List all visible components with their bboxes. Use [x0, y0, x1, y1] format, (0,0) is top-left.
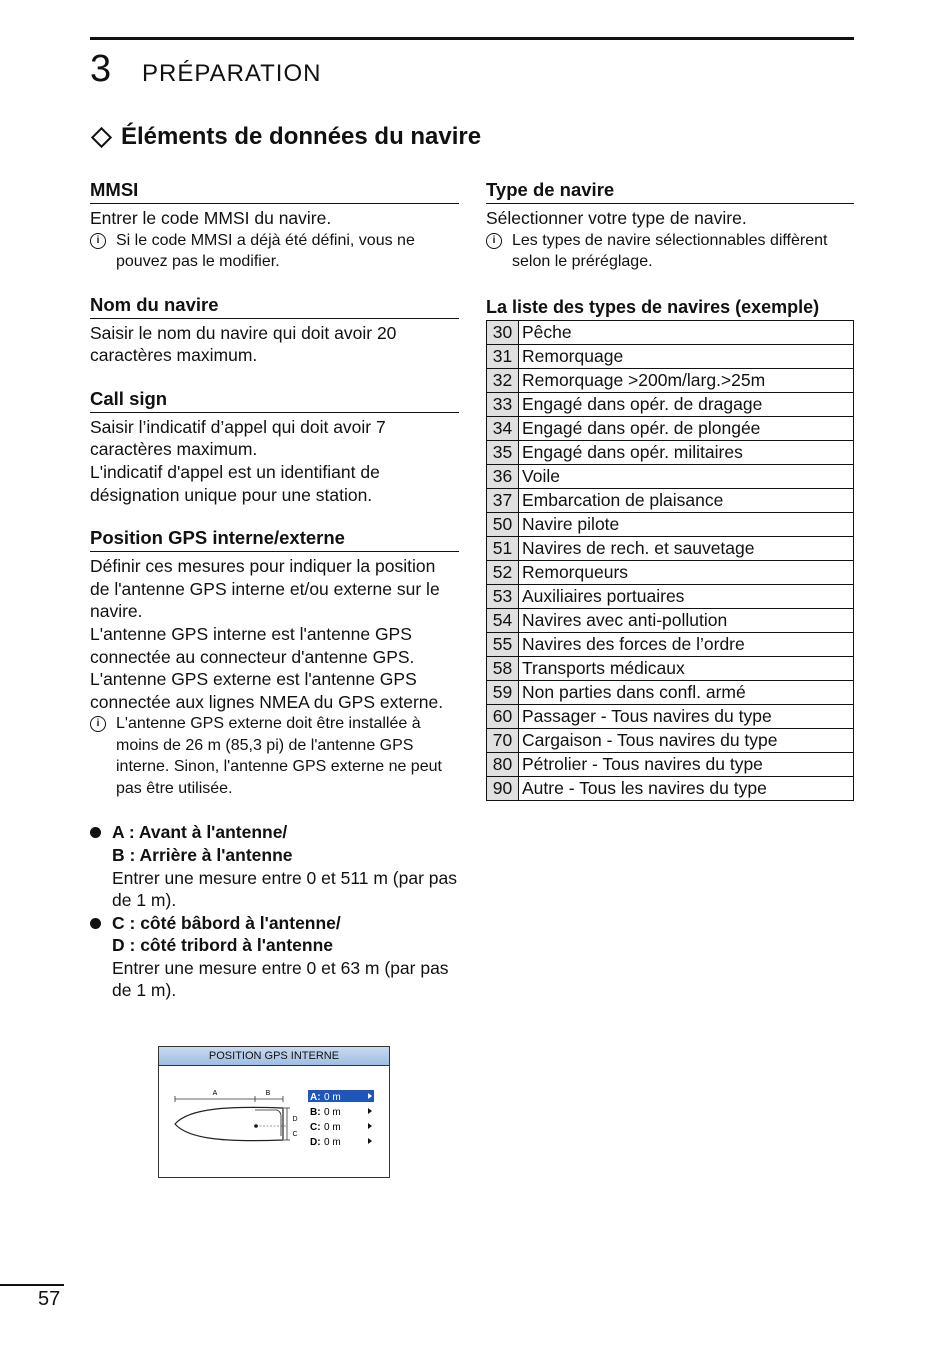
- callsign-heading: Call sign: [90, 387, 459, 413]
- table-row: [487, 608, 854, 632]
- gps-text-3: L'antenne GPS externe est l'antenne GPS connectée aux lignes NMEA du GPS externe.: [90, 669, 444, 712]
- table-row: [487, 392, 854, 416]
- type-label: Engagé dans opér. de plongée: [519, 416, 854, 440]
- table-row: [487, 560, 854, 584]
- type-code: 36: [487, 464, 519, 488]
- type-heading: Type de navire: [486, 178, 854, 204]
- info-icon: i: [90, 716, 106, 732]
- type-code: 51: [487, 536, 519, 560]
- bullet-cd: [90, 912, 459, 1002]
- type-label: Remorquage: [519, 344, 854, 368]
- section-title-text: Éléments de données du navire: [121, 123, 482, 150]
- table-row: [487, 440, 854, 464]
- table-row: [487, 464, 854, 488]
- row-c-key: C:: [310, 1122, 321, 1133]
- mmsi-heading: MMSI: [90, 178, 459, 204]
- type-code: 58: [487, 656, 519, 680]
- table-row: [487, 320, 854, 344]
- table-row: [487, 488, 854, 512]
- bullet-dot-icon: [90, 918, 101, 929]
- type-code: 52: [487, 560, 519, 584]
- diamond-icon: [91, 126, 112, 147]
- bullet-ab-title-1: A : Avant à l'antenne/: [112, 822, 288, 843]
- type-label: Cargaison - Tous navires du type: [519, 728, 854, 752]
- type-code: 35: [487, 440, 519, 464]
- type-label: Pêche: [519, 320, 854, 344]
- info-icon: i: [90, 233, 106, 249]
- type-code: 50: [487, 512, 519, 536]
- arrow-right-icon: [368, 1138, 372, 1144]
- bullet-cd-text: Entrer une mesure entre 0 et 63 m (par pas de 1 m).: [112, 957, 449, 1001]
- table-row: [487, 656, 854, 680]
- table-row: [487, 368, 854, 392]
- row-a-key: A:: [310, 1092, 321, 1103]
- row-d-key: D:: [310, 1137, 321, 1148]
- header-rule: [90, 37, 854, 40]
- boat-hull-shape: [175, 1107, 283, 1140]
- row-d-value: 0 m: [324, 1137, 341, 1148]
- gps-note: [90, 713, 459, 799]
- table-row: [487, 584, 854, 608]
- table-row: [487, 512, 854, 536]
- gps-text-2: L'antenne GPS interne est l'antenne GPS connectée au connecteur d'antenne GPS.: [90, 623, 415, 667]
- nom-text: Saisir le nom du navire qui doit avoir 20 caractères maximum.: [90, 322, 397, 366]
- type-text: Sélectionner votre type de navire.: [486, 208, 747, 228]
- type-code: 54: [487, 608, 519, 632]
- table-row: [487, 632, 854, 656]
- type-code: 34: [487, 416, 519, 440]
- row-c-value: 0 m: [324, 1122, 341, 1133]
- type-code: 30: [487, 320, 519, 344]
- type-label: Transports médicaux: [519, 656, 854, 680]
- type-note-text: Les types de navire sélectionnables diffèrent selon le préréglage.: [512, 231, 828, 271]
- gps-position-screen: [158, 1046, 390, 1178]
- type-label: Non parties dans confl. armé: [519, 680, 854, 704]
- boat-diagram: [159, 1066, 389, 1177]
- bullet-dot-icon: [90, 827, 101, 838]
- mmsi-note-text: Si le code MMSI a déjà été défini, vous ne pouvez pas le modifier.: [116, 231, 415, 271]
- type-code: 60: [487, 704, 519, 728]
- gps-text-1: Définir ces mesures pour indiquer la position de l'antenne GPS interne et/ou externe sur le navire.: [90, 556, 440, 622]
- label-c: C: [292, 1131, 298, 1138]
- info-icon: i: [486, 233, 502, 249]
- type-label: Voile: [519, 464, 854, 488]
- type-label: Engagé dans opér. de dragage: [519, 392, 854, 416]
- arrow-right-icon: [368, 1123, 372, 1129]
- vessel-type-table: [486, 320, 854, 801]
- gps-note-text: L'antenne GPS externe doit être installée à moins de 26 m (85,3 pi) de l'antenne GPS interne. Sinon, l'antenne GPS externe ne peut pas être utilisée.: [116, 715, 442, 797]
- chapter-title: PRÉPARATION: [142, 60, 322, 87]
- type-note: [486, 230, 854, 273]
- type-code: 90: [487, 776, 519, 800]
- label-d: D: [292, 1116, 298, 1123]
- type-list-title: La liste des types de navires (exemple): [486, 296, 820, 317]
- type-label: Autre - Tous les navires du type: [519, 776, 854, 800]
- type-code: 55: [487, 632, 519, 656]
- type-label: Navires des forces de l’ordre: [519, 632, 854, 656]
- bullet-cd-title-1: C : côté bâbord à l'antenne/: [112, 912, 341, 933]
- type-code: 32: [487, 368, 519, 392]
- mmsi-text: Entrer le code MMSI du navire.: [90, 208, 332, 228]
- callsign-text-1: Saisir l’indicatif d’appel qui doit avoir 7 caractères maximum.: [90, 416, 386, 460]
- right-column: [486, 178, 854, 801]
- page-number: 57: [38, 1288, 61, 1310]
- type-label: Remorqueurs: [519, 560, 854, 584]
- type-code: 70: [487, 728, 519, 752]
- type-label: Navires de rech. et sauvetage: [519, 536, 854, 560]
- row-a-value: 0 m: [324, 1092, 341, 1103]
- table-row: [487, 536, 854, 560]
- type-code: 53: [487, 584, 519, 608]
- label-a: A: [212, 1090, 218, 1097]
- footer-rule: [0, 1284, 64, 1286]
- table-row: [487, 680, 854, 704]
- nom-heading: Nom du navire: [90, 293, 459, 319]
- row-b-value: 0 m: [324, 1107, 341, 1118]
- bullet-ab: [90, 821, 459, 911]
- table-row: [487, 752, 854, 776]
- type-label: Remorquage >200m/larg.>25m: [519, 368, 854, 392]
- type-code: 37: [487, 488, 519, 512]
- bullet-cd-title-2: D : côté tribord à l'antenne: [112, 935, 333, 956]
- type-code: 59: [487, 680, 519, 704]
- label-b: B: [265, 1090, 271, 1097]
- type-label: Pétrolier - Tous navires du type: [519, 752, 854, 776]
- type-code: 80: [487, 752, 519, 776]
- gps-heading: Position GPS interne/externe: [90, 526, 459, 552]
- type-label: Passager - Tous navires du type: [519, 704, 854, 728]
- callsign-text-2: L'indicatif d'appel est un identifiant de désignation unique pour une station.: [90, 461, 380, 505]
- type-label: Auxiliaires portuaires: [519, 584, 854, 608]
- table-row: [487, 704, 854, 728]
- table-row: [487, 776, 854, 800]
- left-column: [90, 178, 459, 1002]
- screen-title: POSITION GPS INTERNE: [159, 1047, 389, 1066]
- table-row: [487, 344, 854, 368]
- chapter-number: 3: [90, 48, 112, 90]
- type-label: Navire pilote: [519, 512, 854, 536]
- arrow-right-icon: [368, 1108, 372, 1114]
- type-code: 33: [487, 392, 519, 416]
- bullet-ab-text: Entrer une mesure entre 0 et 511 m (par pas de 1 m).: [112, 867, 457, 911]
- type-label: Navires avec anti-pollution: [519, 608, 854, 632]
- type-label: Engagé dans opér. militaires: [519, 440, 854, 464]
- section-title: [90, 122, 481, 152]
- table-row: [487, 416, 854, 440]
- row-b-key: B:: [310, 1107, 321, 1118]
- bullet-ab-title-2: B : Arrière à l'antenne: [112, 844, 293, 865]
- type-label: Embarcation de plaisance: [519, 488, 854, 512]
- table-row: [487, 728, 854, 752]
- type-code: 31: [487, 344, 519, 368]
- mmsi-note: [90, 230, 459, 273]
